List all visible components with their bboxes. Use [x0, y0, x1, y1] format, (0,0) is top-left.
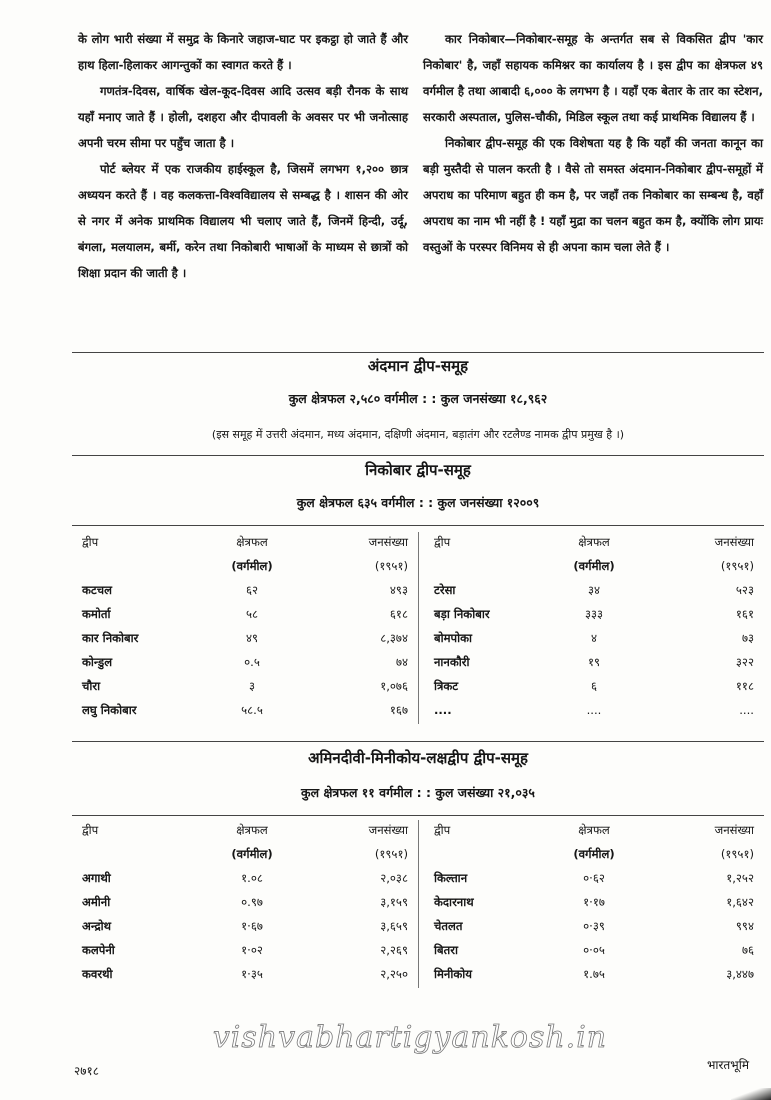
island-population: .... — [739, 703, 754, 717]
island-population: ७४ — [395, 655, 408, 669]
table-header-row — [418, 532, 764, 556]
island-area: १·३५ — [241, 967, 263, 981]
island-area: १·०२ — [241, 943, 263, 957]
col-header-area: क्षेत्रफल — [578, 535, 610, 549]
table-row — [72, 652, 418, 676]
island-population: ७६ — [741, 943, 754, 957]
table-subheader-row — [72, 556, 418, 580]
table-row — [418, 940, 764, 964]
island-name: कवरथी — [82, 967, 113, 981]
col-subheader-population: (१९५१) — [374, 559, 408, 573]
island-population: ४९३ — [389, 583, 408, 597]
laccadive-table — [72, 820, 764, 1000]
island-population: २,२५० — [380, 967, 408, 981]
col-header-island: द्वीप — [434, 823, 451, 837]
island-area: .... — [586, 703, 602, 717]
island-area: ४९ — [245, 631, 259, 645]
table-subheader-row — [418, 556, 764, 580]
nicobar-table — [72, 532, 764, 738]
table-row — [72, 580, 418, 604]
paragraph: गणतंत्र-दिवस, वार्षिक खेल-कूद-दिवस आदि उत्सव बड़ी रौनक के साथ यहाँ मनाए जाते हैं । होली, दशहरा और दीपावली के अवसर पर भी जनोत्साह अपनी चरम सीमा पर पहुँच जाता है । — [78, 84, 408, 150]
island-population: १६१ — [735, 607, 754, 621]
island-name: चेतलत — [434, 919, 463, 933]
table-row — [72, 940, 418, 964]
table-header-row — [72, 820, 418, 844]
island-name: कलपेनी — [82, 943, 115, 957]
island-area: ५८ — [245, 607, 259, 621]
island-population: १६७ — [389, 703, 408, 717]
island-name: बोमपोका — [434, 631, 473, 645]
island-population: ६१८ — [389, 607, 408, 621]
col-subheader-area: (वर्गमील) — [231, 559, 273, 573]
col-subheader-area: (वर्गमील) — [573, 559, 615, 573]
laccadive-table-left — [72, 820, 419, 988]
laccadive-summary: कुल क्षेत्रफल ११ वर्गमील : : कुल जसंख्या २१,०३५ — [301, 785, 535, 800]
island-population: १,२५२ — [726, 871, 754, 885]
island-population: १,६४२ — [726, 895, 754, 909]
island-name: कमोर्ता — [82, 607, 111, 621]
island-area: ३४ — [587, 583, 601, 597]
table-row — [72, 964, 418, 988]
island-population: २,०३८ — [380, 871, 408, 885]
andaman-summary: कुल क्षेत्रफल २,५८० वर्गमील : : कुल जनसंख्या १८,९६२ — [288, 391, 548, 406]
table-row — [72, 892, 418, 916]
table-row — [72, 628, 418, 652]
nicobar-title: निकोबार द्वीप-समूह — [365, 461, 471, 479]
island-name: बितरा — [434, 943, 458, 957]
island-name: किल्तान — [434, 871, 468, 885]
island-name: चौरा — [82, 679, 101, 693]
paragraph: कार निकोबार—निकोबार-समूह के अन्तर्गत सब से विकसित द्वीप 'कार निकोबार' है, जहाँ सहायक कमिश्नर का कार्यालय है । इस द्वीप का क्षेत्रफल ४९ वर्गमील है तथा आबादी ६,००० के लगभग है । यहाँ एक बेतार के तार का स्टेशन, सरकारी अस्पताल, पुलिस-चौकी, मिडिल स्कूल तथा कई प्राथमिक विद्यालय हैं । — [423, 32, 763, 124]
island-name: कोन्डुल — [82, 655, 113, 669]
book-title: भारतभूमि — [706, 1058, 749, 1072]
col-subheader-area: (वर्गमील) — [573, 847, 615, 861]
left-text-column — [78, 26, 408, 286]
island-name: केदारनाथ — [434, 895, 474, 909]
island-area: १९ — [587, 655, 601, 669]
nicobar-table-left — [72, 532, 419, 724]
divider — [72, 352, 764, 353]
paragraph: पोर्ट ब्लेयर में एक राजकीय हाईस्कूल है, जिसमें लगभग १,२०० छात्र अध्ययन करते हैं । वह कलकत्ता-विश्वविद्यालय से सम्बद्ध है । शासन की ओर से नगर में अनेक प्राथमिक विद्यालय भी चलाए जाते हैं, जिनमें हिन्दी, उर्दू, बंगला, मलयालम, बर्मी, करेन तथा निकोबारी भाषाओं के माध्यम से छात्रों को शिक्षा प्रदान की जाती है । — [78, 162, 408, 280]
island-population: ५२३ — [735, 583, 754, 597]
col-header-population: जनसंख्या — [368, 823, 408, 837]
page-corner-shadow — [731, 1088, 771, 1100]
divider — [72, 815, 764, 816]
page-number: २७१८ — [74, 1064, 99, 1078]
island-population: ३२२ — [735, 655, 754, 669]
laccadive-table-right — [418, 820, 764, 988]
island-name: नानकौरी — [434, 655, 470, 669]
island-population: ३,६५९ — [380, 919, 408, 933]
island-name: टरेसा — [434, 583, 456, 597]
table-row — [418, 604, 764, 628]
table-header-row — [72, 532, 418, 556]
col-header-island: द्वीप — [82, 535, 99, 549]
divider — [72, 525, 764, 526]
col-subheader-population: (१९५१) — [720, 847, 754, 861]
island-area: १.७५ — [583, 967, 605, 981]
island-name: बड़ा निकोबार — [434, 607, 490, 621]
table-row — [72, 700, 418, 724]
island-area: ६२ — [245, 583, 259, 597]
col-header-island: द्वीप — [434, 535, 451, 549]
island-name: त्रिकट — [434, 679, 459, 693]
watermark: vishvabhartigyankosh.in — [212, 1020, 608, 1055]
col-header-population: जनसंख्या — [714, 823, 754, 837]
table-row — [72, 604, 418, 628]
table-row — [418, 628, 764, 652]
table-row — [418, 580, 764, 604]
table-row — [418, 916, 764, 940]
col-subheader-area: (वर्गमील) — [231, 847, 273, 861]
col-header-area: क्षेत्रफल — [236, 823, 268, 837]
table-subheader-row — [72, 844, 418, 868]
laccadive-title: अमिनदीवी-मिनीकोय-लक्षद्वीप द्वीप-समूह — [308, 749, 528, 767]
island-area: ०.९७ — [241, 895, 263, 909]
island-area: ३३३ — [584, 607, 604, 621]
divider — [72, 455, 764, 456]
nicobar-summary: कुल क्षेत्रफल ६३५ वर्गमील : : कुल जनसंख्या १२००९ — [296, 495, 540, 510]
table-row — [418, 892, 764, 916]
island-area: ३ — [248, 679, 256, 693]
table-row — [418, 652, 764, 676]
andaman-note: (इस समूह में उत्तरी अंदमान, मध्य अंदमान, दक्षिणी अंदमान, बड़ातंग और रटलैण्ड नामक द्वीप प्रमुख है ।) — [211, 428, 625, 441]
island-population: ८,३७४ — [380, 631, 408, 645]
island-area: १·६७ — [241, 919, 263, 933]
col-header-population: जनसंख्या — [714, 535, 754, 549]
table-row — [418, 700, 764, 724]
island-name: अगाथी — [82, 871, 111, 885]
col-header-island: द्वीप — [82, 823, 99, 837]
table-row — [418, 964, 764, 988]
island-name: अन्द्रोथ — [82, 919, 112, 933]
table-row — [72, 676, 418, 700]
table-subheader-row — [418, 844, 764, 868]
col-header-population: जनसंख्या — [368, 535, 408, 549]
island-name: कटचल — [82, 583, 112, 597]
paragraph: के लोग भारी संख्या में समुद्र के किनारे जहाज-घाट पर इकट्ठा हो जाते हैं और हाथ हिला-हिलाकर आगन्तुकों का स्वागत करते हैं । — [78, 32, 408, 72]
col-subheader-population: (१९५१) — [374, 847, 408, 861]
island-name: लघु निकोबार — [82, 703, 137, 717]
table-row — [418, 676, 764, 700]
paragraph: निकोबार द्वीप-समूह की एक विशेषता यह है कि यहाँ की जनता कानून का बड़ी मुस्तैदी से पालन करती है । वैसे तो समस्त अंदमान-निकोबार द्वीप-समूहों में अपराध का परिमाण बहुत ही कम है, पर जहाँ तक निकोबार का सम्बन्ध है, वहाँ अपराध का नाम भी नहीं है ! यहाँ मुद्रा का चलन बहुत कम है, क्योंकि लोग प्रायः वस्तुओं के परस्पर विनिमय से ही अपना काम चला लेते हैं । — [423, 136, 763, 254]
table-row — [418, 868, 764, 892]
divider — [72, 741, 764, 742]
island-area: १·१७ — [583, 895, 605, 909]
island-area: ०·३९ — [583, 919, 605, 933]
table-header-row — [418, 820, 764, 844]
col-header-area: क्षेत्रफल — [578, 823, 610, 837]
table-row — [72, 916, 418, 940]
island-population: ३,४४७ — [726, 967, 754, 981]
island-area: ६ — [590, 679, 598, 693]
island-name: कार निकोबार — [82, 631, 139, 645]
andaman-title: अंदमान द्वीप-समूह — [367, 357, 469, 375]
island-name: .... — [434, 703, 452, 717]
island-population: ९९४ — [735, 919, 754, 933]
nicobar-table-right — [418, 532, 764, 724]
island-population: ११८ — [735, 679, 754, 693]
col-subheader-population: (१९५१) — [720, 559, 754, 573]
island-area: ४ — [590, 631, 598, 645]
island-population: ३,१५९ — [380, 895, 408, 909]
col-header-area: क्षेत्रफल — [236, 535, 268, 549]
island-population: ७३ — [741, 631, 754, 645]
right-text-column — [423, 26, 763, 260]
island-name: अमीनी — [82, 895, 111, 909]
island-area: ०·०५ — [583, 943, 605, 957]
island-area: १.०८ — [241, 871, 263, 885]
island-area: ०·६२ — [583, 871, 605, 885]
island-population: २,२६९ — [380, 943, 408, 957]
table-row — [72, 868, 418, 892]
island-area: ०.५ — [244, 655, 260, 669]
island-population: १,०७६ — [380, 679, 408, 693]
island-area: ५८.५ — [241, 703, 263, 717]
island-name: मिनीकोय — [434, 967, 473, 981]
